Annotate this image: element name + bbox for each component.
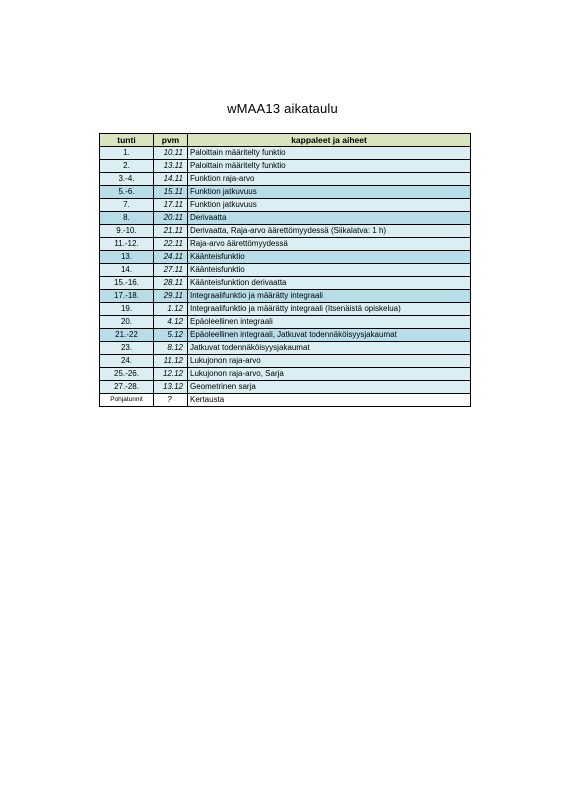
table-row — [100, 394, 471, 407]
cell-pvm: 12.12 — [154, 368, 188, 381]
cell-pvm: 10.11 — [154, 147, 188, 160]
table-row — [100, 251, 471, 264]
cell-pvm: 11.12 — [154, 355, 188, 368]
cell-aihe: Derivaatta — [188, 212, 471, 225]
cell-tunti: 14. — [100, 264, 154, 277]
header-aiheet: kappaleet ja aiheet — [188, 134, 471, 147]
cell-aihe: Funktion jatkuvuus — [188, 186, 471, 199]
cell-tunti: 5.-6. — [100, 186, 154, 199]
table-header-row — [100, 134, 471, 147]
table-row — [100, 303, 471, 316]
cell-aihe: Derivaatta, Raja-arvo äärettömyydessä (Siikalatva: 1 h) — [188, 225, 471, 238]
cell-aihe: Raja-arvo äärettömyydessä — [188, 238, 471, 251]
cell-tunti: 25.-26. — [100, 368, 154, 381]
cell-tunti: 8. — [100, 212, 154, 225]
cell-tunti: 24. — [100, 355, 154, 368]
cell-pvm: 14.11 — [154, 173, 188, 186]
cell-pvm: 15.11 — [154, 186, 188, 199]
cell-aihe: Lukujonon raja-arvo, Sarja — [188, 368, 471, 381]
cell-tunti: Pohjatunnit — [100, 394, 154, 407]
cell-aihe: Epäoleellinen integraali — [188, 316, 471, 329]
cell-aihe: Geometrinen sarja — [188, 381, 471, 394]
table-row — [100, 316, 471, 329]
table-row — [100, 160, 471, 173]
table-row — [100, 225, 471, 238]
cell-tunti: 20. — [100, 316, 154, 329]
cell-pvm: 5.12 — [154, 329, 188, 342]
document-title: wMAA13 aikataulu — [227, 101, 338, 116]
cell-aihe: Jatkuvat todennäköisyysjakaumat — [188, 342, 471, 355]
cell-pvm: 28.11 — [154, 277, 188, 290]
table-row — [100, 173, 471, 186]
table-row — [100, 290, 471, 303]
cell-tunti: 2. — [100, 160, 154, 173]
table-row — [100, 199, 471, 212]
cell-pvm: ? — [154, 394, 188, 407]
cell-tunti: 23. — [100, 342, 154, 355]
table-row — [100, 342, 471, 355]
cell-pvm: 13.11 — [154, 160, 188, 173]
cell-aihe: Käänteisfunktion derivaatta — [188, 277, 471, 290]
cell-tunti: 21.-22 — [100, 329, 154, 342]
cell-pvm: 29.11 — [154, 290, 188, 303]
table-row — [100, 329, 471, 342]
cell-pvm: 22.11 — [154, 238, 188, 251]
cell-aihe: Käänteisfunktio — [188, 251, 471, 264]
cell-pvm: 13.12 — [154, 381, 188, 394]
cell-pvm: 21.11 — [154, 225, 188, 238]
cell-aihe: Käänteisfunktio — [188, 264, 471, 277]
cell-tunti: 1. — [100, 147, 154, 160]
cell-aihe: Funktion raja-arvo — [188, 173, 471, 186]
cell-aihe: Paloittain määritelty funktio — [188, 147, 471, 160]
header-tunti: tunti — [100, 134, 154, 147]
cell-aihe: Epäoleellinen integraali, Jatkuvat todennäköisyysjakaumat — [188, 329, 471, 342]
cell-aihe: Paloittain määritelty funktio — [188, 160, 471, 173]
cell-pvm: 27.11 — [154, 264, 188, 277]
cell-pvm: 17.11 — [154, 199, 188, 212]
cell-tunti: 27.-28. — [100, 381, 154, 394]
cell-tunti: 19. — [100, 303, 154, 316]
cell-pvm: 8.12 — [154, 342, 188, 355]
table-row — [100, 147, 471, 160]
cell-aihe: Integraalifunktio ja määrätty integraali (Itsenäistä opiskelua) — [188, 303, 471, 316]
table-row — [100, 264, 471, 277]
cell-aihe: Lukujonon raja-arvo — [188, 355, 471, 368]
cell-pvm: 1.12 — [154, 303, 188, 316]
cell-tunti: 3.-4. — [100, 173, 154, 186]
cell-tunti: 7. — [100, 199, 154, 212]
table-row — [100, 186, 471, 199]
cell-tunti: 13. — [100, 251, 154, 264]
cell-aihe: Integraalifunktio ja määrätty integraali — [188, 290, 471, 303]
table-row — [100, 368, 471, 381]
cell-pvm: 24.11 — [154, 251, 188, 264]
cell-aihe: Funktion jatkuvuus — [188, 199, 471, 212]
cell-pvm: 4.12 — [154, 316, 188, 329]
header-pvm: pvm — [154, 134, 188, 147]
cell-pvm: 20.11 — [154, 212, 188, 225]
cell-tunti: 11.-12. — [100, 238, 154, 251]
table-row — [100, 381, 471, 394]
cell-tunti: 17.-18. — [100, 290, 154, 303]
cell-tunti: 15.-16. — [100, 277, 154, 290]
table-row — [100, 238, 471, 251]
schedule-table — [99, 133, 471, 407]
cell-tunti: 9.-10. — [100, 225, 154, 238]
cell-aihe: Kertausta — [188, 394, 471, 407]
table-row — [100, 212, 471, 225]
table-row — [100, 355, 471, 368]
table-row — [100, 277, 471, 290]
